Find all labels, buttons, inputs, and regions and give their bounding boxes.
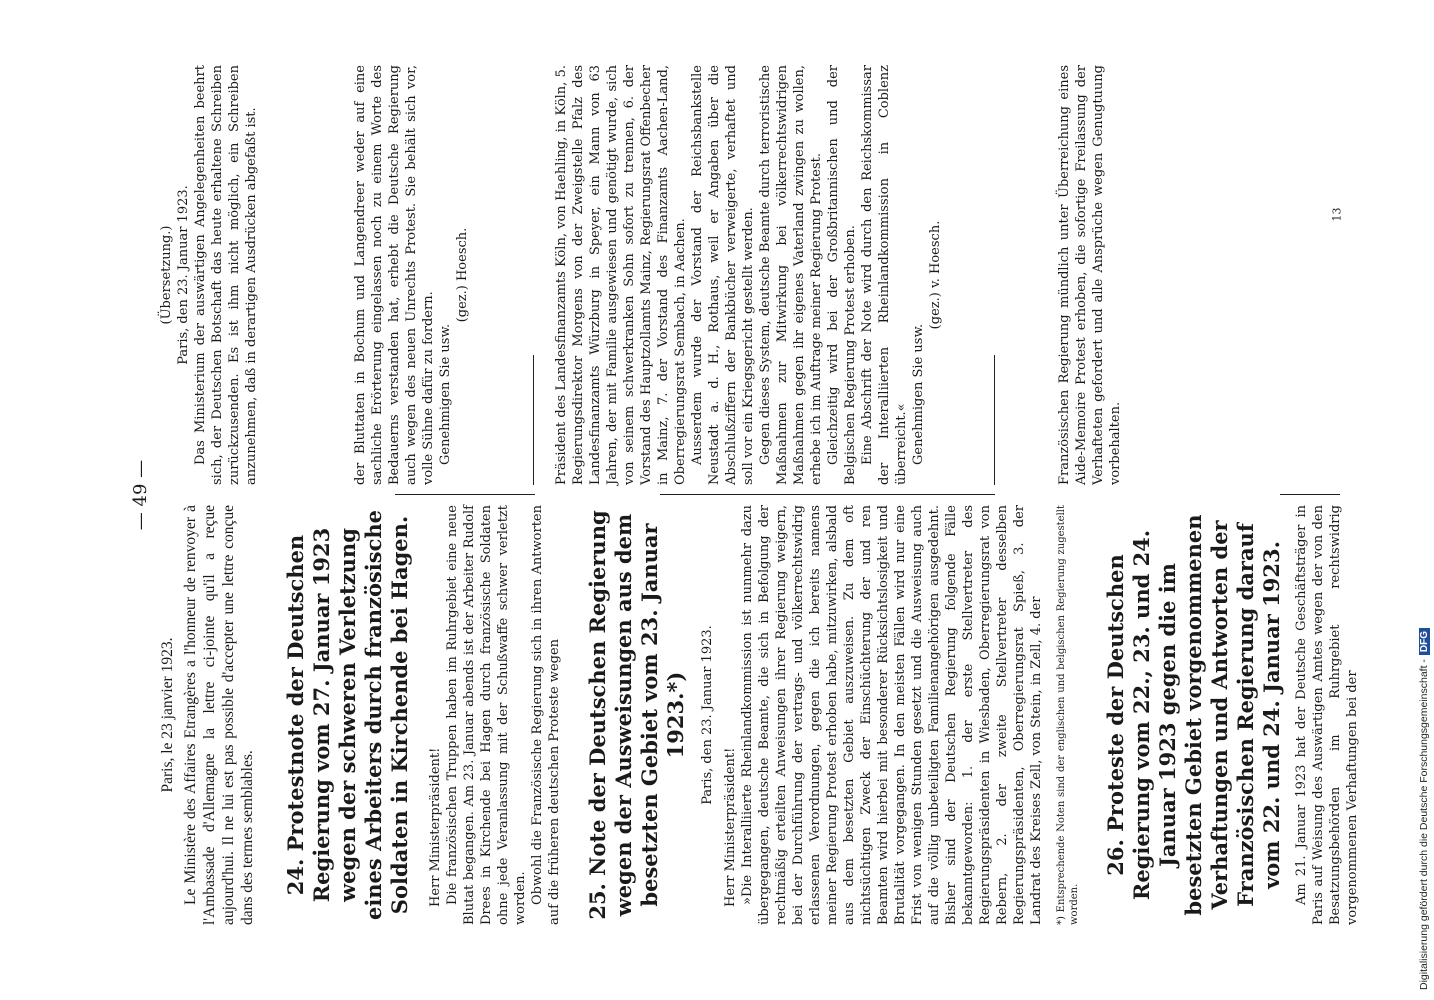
section-24-text-1: Die französischen Truppen haben im Ruhrgebiet eine neue Blutat begangen. Am 23. Januar abends ist der Arbeiter Rudolf Drees in Kirchende bei Hagen durch französische Soldaten ohne jede Veranlassung mit der Schußwaffe schwer verletzt worden. (445, 505, 528, 925)
section-25-text: »Die Interalliierte Rheinlandkommission ist nunmehr dazu übergegangen, deutsche Beamte, die sich in Befolgung der rechtmäßig erteilten Anweisungen ihrer Regierung weigern, bei der Durchführung der vertrags- und völkerrechtswidrig erlassenen Verordnungen, gegen die ich bereits namens meiner Regierung Protest erhoben habe, mitzuwirken, alsbald aus dem besetzten Gebiet auszuweisen. Zu dem oft nichtsüchtigen Zweck der Einschüchterung der und ren Beamten wird hierbei mit besonderer Rücksichtslosigkeit und Brutalität vorgegangen. In den meisten Fällen wird nur eine Frist von wenigen Stunden gesetzt und die Ausweisung auch auf die völlig unbeteiligten Familienangehörigen ausgedehnt. Bisher sind der Deutschen Regierung folgende Fälle bekanntgeworden: 1. der erste Stellvertreter des Regierungspräsidenten in Wiesbaden, Oberregierungsrat von Rebern, 2. der zweite Stellvertreter desselben Regierungspräsidenten, Oberregierungsrat Spieß, 3. der Landrat des Kreises Zell, von Stein, in Zell, 4. der (740, 505, 1044, 925)
french-date: Paris, le 23 janvier 1923. (159, 637, 176, 793)
section-25-date: Paris, den 23. Januar 1923. (700, 625, 715, 805)
translation-label: (Übersetzung.) (159, 225, 174, 325)
signature-rule (994, 355, 995, 485)
section-24-heading: 24. Protestnote der Deutschen Regierung vom 27. Januar 1923 wegen der schweren Verletzung eines Arbeiters durch französische Soldaten in Kirchende bei Hagen. (283, 509, 412, 921)
right-column (158, 65, 1124, 485)
page-number: — 49 — (130, 459, 151, 531)
section-25-continuation-5: Eine Abschrift der Note wird durch den Reichskommissar der Interalliierten Rheinlandkommission in Coblenz überreicht.« (860, 65, 909, 485)
credit-text: Digitalisierung gefördert durch die Deutsche Forschungsgemeinschaft - (1418, 659, 1430, 990)
column-divider (660, 494, 995, 495)
section-24-signature: (gez.) Hoesch. (455, 227, 470, 323)
column-divider (1280, 494, 1340, 495)
section-25-salutation: Herr Ministerpräsident! (723, 747, 738, 907)
section-25-close: Genehmigen Sie usw. (911, 323, 926, 465)
section-25-continuation-4: Gleichzeitig wird bei der Großbritannischen und der Belgischen Regierung Protest erhoben. (826, 65, 858, 485)
section-24-salutation: Herr Ministerpräsident! (428, 747, 443, 907)
section-26-text: Am 21. Januar 1923 hat der Deutsche Geschäftsträger in Paris auf Weisung des Auswärtigen Amtes wegen der von den Besatzungsbehörden im Ruhrgebiet rechtswidrig vorgenommenen Verhaftungen bei der (1294, 505, 1360, 925)
section-24-text-2: Obwohl die Französische Regierung sich in ihren Antworten auf die früheren deutschen Proteste wegen (530, 505, 562, 925)
french-text: Le Ministère des Affaires Etrangères a l'honneur de renvoyer à l'Ambassade d'Allemagne la lettre ci-jointe qu'il a reçue aujourd'hui. Il ne lui est pas possible d'accepter une lettre conçue dans des termes semblables. (182, 505, 256, 925)
dfg-logo: DFG (1419, 628, 1430, 655)
page-marker: 13 (1330, 207, 1344, 222)
section-26-continuation: Französischen Regierung mündlich unter Überreichung eines Aide-Memoire Protest erhoben, die sofortige Freilassung der Verhafteten gefordert und alle Ansprüche wegen Genugtuung vorbehalten. (1057, 65, 1123, 485)
section-25-continuation-2: Ausserdem wurde der Vorstand der Reichsbankstelle Neustadt a. d. H., Rothaus, weil er Angaben über die Abschlußziffern der Bankbücher verweigerte, verhaftet und soll vor ein Kriegsgericht gestellt werden. (690, 65, 756, 485)
section-24-close: Genehmigen Sie usw. (438, 323, 453, 465)
digitization-credit (1418, 628, 1430, 990)
translation-text: Das Ministerium der auswärtigen Angelegenheiten beehrt sich, der Deutschen Botschaft das heute erhaltene Schreiben zurückzusenden. Es ist ihm nicht möglich, ein Schreiben anzunehmen, daß in derartigen Ausdrücken abgefaßt ist. (193, 65, 259, 485)
section-25-heading: 25. Note der Deutschen Regierung wegen der Ausweisungen aus dem besetzten Gebiet vom 23. Januar 1923.*) (585, 510, 688, 920)
section-25-signature: (gez.) v. Hoesch. (928, 220, 943, 330)
section-24-continuation: der Bluttaten in Bochum und Langendreer weder auf eine sachliche Erörterung eingelassen noch zu einem Worte des Bedauerns verstanden hat, erhebt die Deutsche Regierung auch wegen des neuen Unrechts Protest. Sie behält sich vor, volle Sühne dafür zu fordern. (353, 65, 436, 485)
section-25-continuation-3: Gegen dieses System, deutsche Beamte durch terroristische Maßnahmen zur Mitwirkung bei völkerrechtswidrigen Maßnahmen gegen ihr eigenes Vaterland zwingen zu wollen, erhebe ich im Auftrage meiner Regierung Protest. (758, 65, 824, 485)
left-column (158, 505, 1361, 925)
section-26-heading: 26. Proteste der Deutschen Regierung vom 22., 23. und 24. Januar 1923 gegen die im besetzten Gebiet vorgenommenen Verhaftungen und Antworten der Französischen Regierung darauf vom 22. und 24. Januar 1923. (1103, 514, 1284, 916)
signature-rule (533, 355, 534, 485)
translation-date: Paris, den 23. Januar 1923. (176, 185, 191, 365)
section-25-footnote: *) Entsprechende Noten sind der englischen und belgischen Regierung zugestellt worden. (1056, 505, 1080, 925)
column-divider (395, 494, 535, 495)
french-note (158, 505, 257, 925)
rotated-page (130, 65, 1380, 925)
section-25-continuation-1: Präsident des Landesfinanzamts Köln, von Haehling, in Köln, 5. Regierungsdirektor Morgens von der Zweigstelle Pfalz des Landesfinanzamts Würzburg in Speyer, ein Mann von 63 Jahren, der mit Familie ausgewiesen und genötigt wurde, sich von seinem schwerkranken Sohn sofort zu trennen, 6. der Vorstand des Hauptzollamts Mainz, Regierungsrat Offenbecher in Mainz, 7. der Vorstand des Finanzamts Aachen-Land, Oberregierungsrat Sembach, in Aachen. (554, 65, 688, 485)
